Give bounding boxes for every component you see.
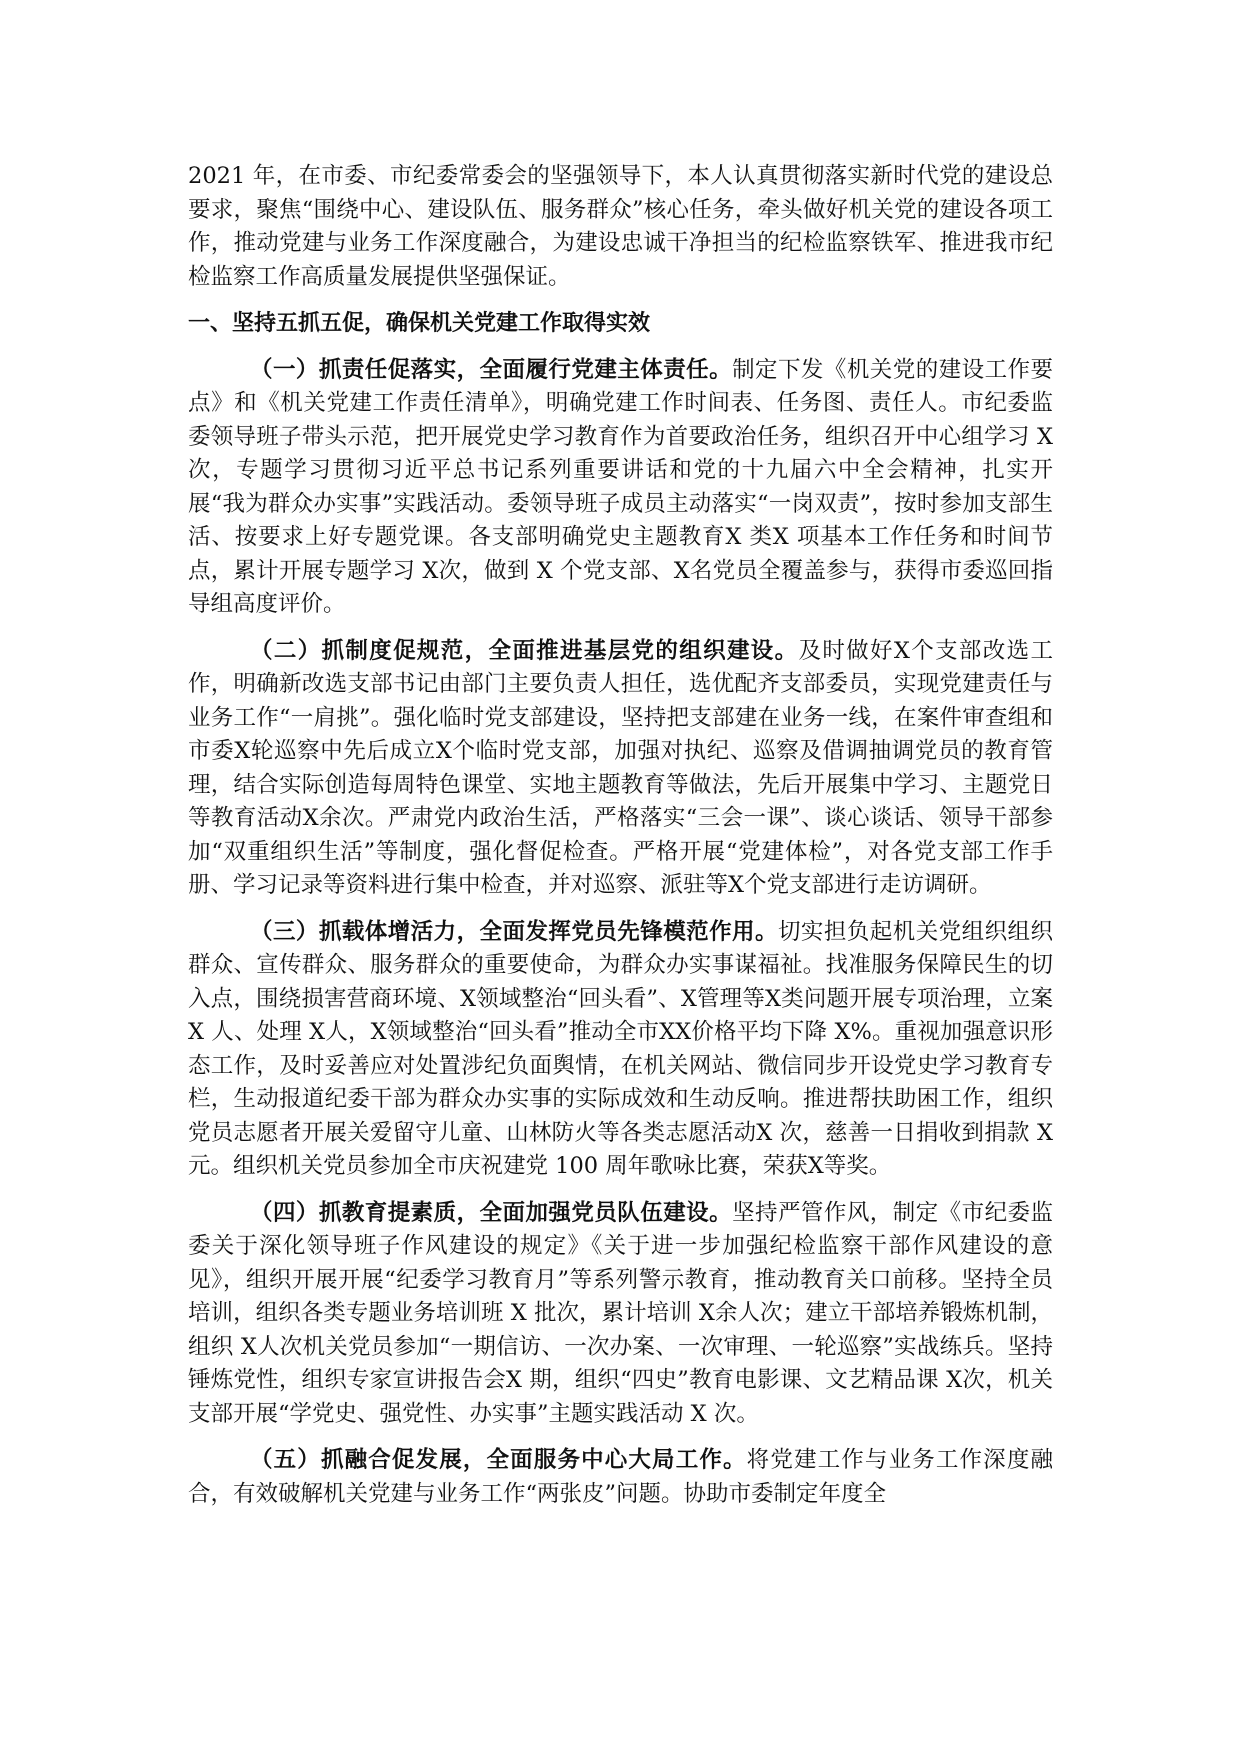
item-paragraph-1 (188, 354, 1053, 622)
item-body-1: 制定下发《机关党的建设工作要点》和《机关党建工作责任清单》，明确党建工作时间表、任务图、责任人。市纪委监委领导班子带头示范，把开展党史学习教育作为首要政治任务，组织召开中心组学习 X 次，专题学习贯彻习近平总书记系列重要讲话和党的十九届六中全会精神，扎实开展“我为群众办实事”实践活动。委领导班子成员主动落实“一岗双责”，按时参加支部生活、按要求上好专题党课。各支部明确党史主题教育X 类X 项基本工作任务和时间节点，累计开展专题学习 X次，做到 X 个党支部、X名党员全覆盖参与，获得市委巡回指导组高度评价。 (188, 356, 1053, 617)
item-body-2: 及时做好X个支部改选工作，明确新改选支部书记由部门主要负责人担任，选优配齐支部委员，实现党建责任与业务工作“一肩挑”。强化临时党支部建设，坚持把支部建在业务一线，在案件审查组和市委X轮巡察中先后成立X个临时党支部，加强对执纪、巡察及借调抽调党员的教育管理，结合实际创造每周特色课堂、实地主题教育等做法，先后开展集中学习、主题党日等教育活动X余次。严肃党内政治生活，严格落实“三会一课”、谈心谈话、领导干部参加“双重组织生活”等制度，强化督促检查。严格开展“党建体检”，对各党支部工作手册、学习记录等资料进行集中检查，并对巡察、派驻等X个党支部进行走访调研。 (188, 637, 1053, 898)
intro-paragraph: 2021 年，在市委、市纪委常委会的坚强领导下，本人认真贯彻落实新时代党的建设总要求，聚焦“围绕中心、建设队伍、服务群众”核心任务，牵头做好机关党的建设各项工作，推动党建与业务工作深度融合，为建设忠诚干净担当的纪检监察铁军、推进我市纪检监察工作高质量发展提供坚强保证。 (188, 163, 1053, 290)
document-page (188, 160, 1053, 1524)
item-lead-2: （二）抓制度促规范，全面推进基层党的组织建设。 (250, 637, 799, 664)
item-lead-4: （四）抓教育提素质，全面加强党员队伍建设。 (250, 1199, 733, 1226)
item-lead-5: （五）抓融合促发展，全面服务中心大局工作。 (250, 1447, 747, 1473)
item-body-5: 将党建工作与业务工作深度融合，有效破解机关党建与业务工作“两张皮”问题。协助市委制定年度全 (188, 1447, 1053, 1507)
item-body-4: 坚持严管作风，制定《市纪委监委关于深化领导班子作风建设的规定》《关于进一步加强纪检监察干部作风建设的意见》，组织开展开展“纪委学习教育月”等系列警示教育，推动教育关口前移。坚持全员培训，组织各类专题业务培训班 X 批次，累计培训 X余人次；建立干部培养锻炼机制，组织 X人次机关党员参加“一期信访、一次办案、一次审理、一轮巡察”实战练兵。坚持锤炼党性，组织专家宣讲报告会X 期，组织“四史”教育电影课、文艺精品课 X次，机关支部开展“学党史、强党性、办实事”主题实践活动 X 次。 (188, 1199, 1053, 1427)
section-heading: 一、坚持五抓五促，确保机关党建工作取得实效 (188, 311, 651, 336)
item-body-3: 切实担负起机关党组织组织群众、宣传群众、服务群众的重要使命，为群众办实事谋福祉。找准服务保障民生的切入点，围绕损害营商环境、X领域整治“回头看”、X管理等X类问题开展专项治理，立案 X 人、处理 X人，X领域整治“回头看”推动全市XX价格平均下降 X%。重视加强意识形态工作，及时妥善应对处置涉纪负面舆情，在机关网站、微信同步开设党史学习教育专栏，生动报道纪委干部为群众办实事的实际成效和生动反响。推进帮扶助困工作，组织党员志愿者开展关爱留守儿童、山林防火等各类志愿活动X 次，慈善一日捐收到捐款 X 元。组织机关党员参加全市庆祝建党 100 周年歌咏比赛，荣获X等奖。 (188, 918, 1053, 1179)
item-paragraph-2 (188, 635, 1053, 903)
item-paragraph-4 (188, 1197, 1053, 1432)
item-paragraph-3 (188, 916, 1053, 1184)
item-paragraph-5 (188, 1444, 1053, 1511)
item-lead-1: （一）抓责任促落实，全面履行党建主体责任。 (250, 356, 733, 383)
item-lead-3: （三）抓载体增活力，全面发挥党员先锋模范作用。 (250, 918, 778, 945)
